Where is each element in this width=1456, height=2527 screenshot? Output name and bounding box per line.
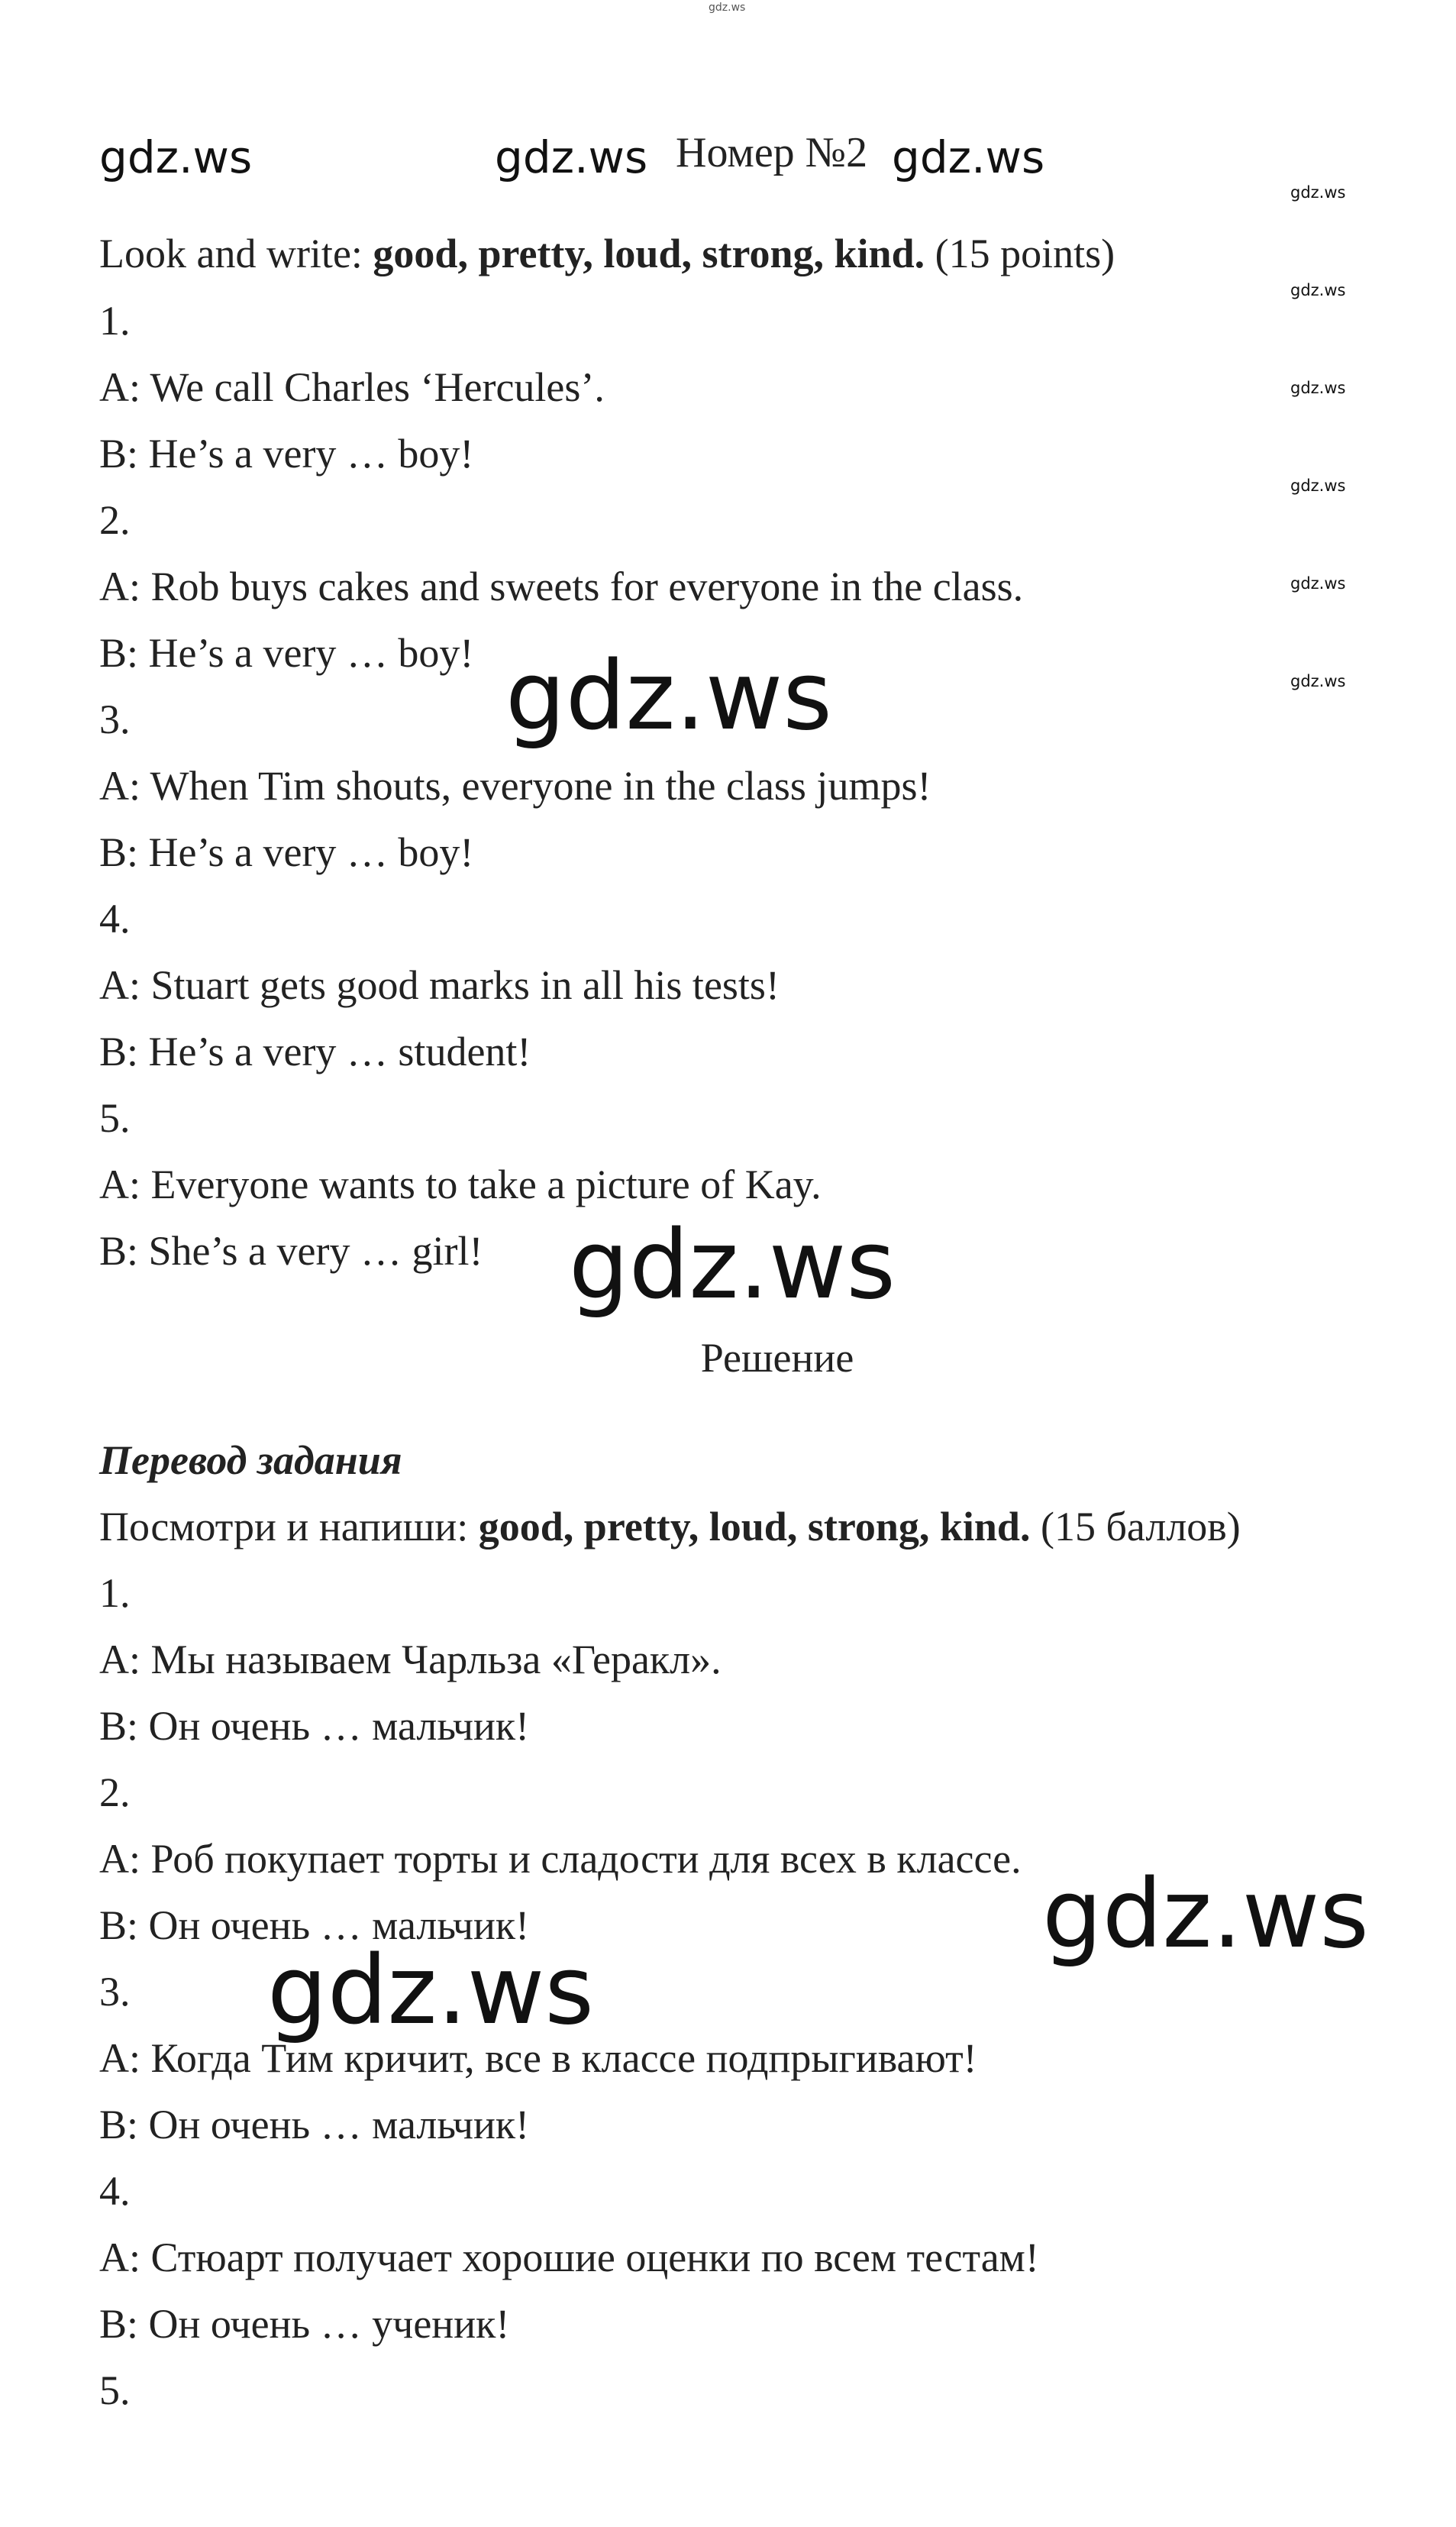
task-line: A: Everyone wants to take a picture of Kay. <box>99 1162 822 1207</box>
translation-line: 5. <box>99 2367 131 2413</box>
translation-line: A: Стюарт получает хорошие оценки по всем тестам! <box>99 2235 1039 2280</box>
task-line: 1. <box>99 298 131 344</box>
translation-line: B: Он очень … мальчик! <box>99 2102 530 2147</box>
translation-line: 3. <box>99 1969 131 2015</box>
task-line: B: She’s a very … girl! <box>99 1228 483 1274</box>
task-line: 2. <box>99 497 131 543</box>
task-line: 3. <box>99 696 131 742</box>
watermark-large-3: gdz.ws <box>1042 1860 1369 1970</box>
page-title: Номер №2 <box>676 129 868 176</box>
watermark-large-1: gdz.ws <box>505 641 832 751</box>
task-line: 5. <box>99 1095 131 1141</box>
watermark-header-center: gdz.ws <box>495 131 648 183</box>
watermark-small-1: gdz.ws <box>1290 183 1346 202</box>
task-line: B: He’s a very … boy! <box>99 431 474 477</box>
watermark-small-6: gdz.ws <box>1290 672 1346 690</box>
watermark-top: gdz.ws <box>709 2 746 14</box>
translation-line: B: Он очень … ученик! <box>99 2301 510 2347</box>
translation-line: B: Он очень … мальчик! <box>99 1703 530 1749</box>
task-line: B: He’s a very … boy! <box>99 829 474 875</box>
solution-heading: Решение <box>700 1335 854 1381</box>
translation-line: 4. <box>99 2168 131 2214</box>
task-line: B: He’s a very … boy! <box>99 630 474 676</box>
watermark-large-2: gdz.ws <box>569 1210 896 1320</box>
task-line: A: We call Charles ‘Hercules’. <box>99 364 605 410</box>
task-line: A: When Tim shouts, everyone in the class jumps! <box>99 763 931 809</box>
watermark-small-2: gdz.ws <box>1290 281 1346 299</box>
translation-line: B: Он очень … мальчик! <box>99 1902 530 1948</box>
translation-line: A: Мы называем Чарльза «Геракл». <box>99 1637 722 1682</box>
watermark-header-left: gdz.ws <box>99 131 253 183</box>
watermark-small-4: gdz.ws <box>1290 477 1346 495</box>
watermark-header-right: gdz.ws <box>892 131 1045 183</box>
task-line: A: Stuart gets good marks in all his tests! <box>99 962 780 1008</box>
task-instruction: Look and write: good, pretty, loud, strong, kind. (15 points) <box>99 231 1115 276</box>
translation-line: A: Когда Тим кричит, все в классе подпрыгивают! <box>99 2035 977 2081</box>
translation-title: Перевод задания <box>99 1437 402 1483</box>
translation-line: 2. <box>99 1769 131 1815</box>
watermark-large-4: gdz.ws <box>267 1936 594 2046</box>
translation-instruction: Посмотри и напиши: good, pretty, loud, strong, kind. (15 баллов) <box>99 1504 1241 1549</box>
watermark-small-3: gdz.ws <box>1290 379 1346 397</box>
task-line: A: Rob buys cakes and sweets for everyone in the class. <box>99 564 1024 609</box>
translation-line: A: Роб покупает торты и сладости для всех в классе. <box>99 1836 1022 1882</box>
task-line: B: He’s a very … student! <box>99 1029 531 1074</box>
task-line: 4. <box>99 896 131 942</box>
translation-line: 1. <box>99 1570 131 1616</box>
watermark-small-5: gdz.ws <box>1290 574 1346 593</box>
